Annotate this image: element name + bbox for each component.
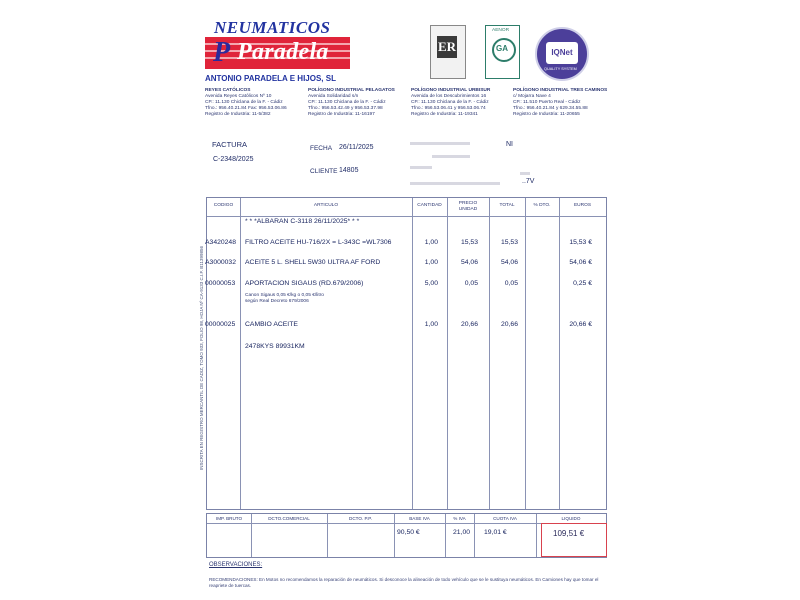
- logo-p-mark: P: [213, 37, 231, 68]
- col-header-code: CODIGO: [213, 203, 234, 208]
- redacted-field: [410, 166, 432, 169]
- branch-line: CP.: 11.130 Chiclana de la F. - Cádiz: [205, 99, 283, 105]
- branch-line: Registro de Industria: 11-16197: [308, 111, 375, 117]
- albaran-line: * * *ALBARAN C-3118 26/11/2025* * *: [245, 218, 360, 225]
- company-name: ANTONIO PARADELA E HIJOS, SL: [205, 74, 336, 83]
- branch-name: POLÍGONO INDUSTRIAL PELAGATOS: [308, 88, 395, 93]
- branch-1: [205, 88, 287, 118]
- nif-fragment: NI: [506, 141, 513, 148]
- row-price: 54,06: [460, 259, 478, 266]
- col-divider: [240, 198, 241, 509]
- doc-type-label: FACTURA: [212, 140, 248, 149]
- branch-line: Tfno.: 956.53.42.49 y 956.53.37.98: [308, 105, 383, 111]
- row-total: 54,06: [500, 259, 518, 266]
- branch-2: [308, 88, 395, 118]
- col-header-qty: CANTIDAD: [417, 203, 442, 208]
- branch-line: CP.: 11.130 Chiclana de la F. - Cádiz: [308, 99, 386, 105]
- totals-header-pp-discount: DCTO. P.P.: [349, 516, 372, 521]
- tax-base-value: 90,50 €: [397, 529, 420, 536]
- branch-line: Avenida Solidaridad s/n: [308, 93, 359, 99]
- branch-line: CP.: 11.130 Chiclana de la F. - Cádiz: [411, 99, 489, 105]
- ga-cert-logo: [485, 25, 520, 79]
- row-desc: CAMBIO ACEITE: [245, 321, 298, 328]
- col-header-total: TOTAL: [499, 203, 515, 208]
- row-qty: 1,00: [424, 239, 438, 246]
- row-price: 0,05: [464, 280, 478, 287]
- row-total: 0,05: [504, 280, 518, 287]
- totals-header-gross: IMP. BRUTO: [215, 516, 243, 521]
- iqnet-label: IQNet: [546, 42, 578, 64]
- col-header-discount: % DTO.: [533, 203, 551, 208]
- recommendations-text: RECOMENDACIONES: En Motos no recomendamos la reparación de neumáticos. Si desconoce la alineación de todo vehículo que se le sustituya neumáticos. En Camiones hay que tomar el reapriete de tuercas.: [209, 577, 599, 588]
- observations-label: OBSERVACIONES:: [209, 562, 263, 568]
- row-price: 20,66: [460, 321, 478, 328]
- branch-name: REYES CATÓLICOS: [205, 88, 251, 93]
- row-code: 00000025: [205, 321, 236, 328]
- address-fragment: ..7V: [522, 178, 535, 185]
- totals-header-net: LIQUIDO: [561, 516, 581, 521]
- totals-header-tax-amount: CUOTA IVA: [493, 516, 517, 521]
- ga-mark: GA: [496, 44, 508, 53]
- items-table: [206, 197, 607, 510]
- row-code: A3000032: [205, 259, 236, 266]
- row-total: 20,66: [500, 321, 518, 328]
- iqnet-cert-logo: [535, 27, 589, 81]
- totals-header-tax-base: BASE IVA: [409, 516, 430, 521]
- row-code: 00000053: [205, 280, 236, 287]
- row-euros: 0,25 €: [573, 280, 592, 287]
- branch-line: c/ Mojarra Nave 4: [513, 93, 551, 99]
- branch-line: Avenida de los Descubrimientos 16: [411, 93, 487, 99]
- row-euros: 15,53 €: [569, 239, 592, 246]
- branch-name: POLÍGONO INDUSTRIAL URBISUR: [411, 88, 491, 93]
- table-header-divider: [207, 216, 606, 217]
- er-mark: ER: [437, 36, 457, 58]
- redacted-field: [520, 172, 530, 175]
- row-qty: 1,00: [424, 259, 438, 266]
- row-code: A3420248: [205, 239, 236, 246]
- branch-line: Tfno.: 956.40.21.84 Fax: 956.53.06.86: [205, 105, 287, 111]
- totals-header-tax-pct: % IVA: [453, 516, 466, 521]
- redacted-field: [410, 142, 470, 145]
- row-total: 15,53: [500, 239, 518, 246]
- brand-top-text: NEUMATICOS: [214, 18, 331, 37]
- col-divider: [525, 198, 526, 509]
- aenor-label: AENOR: [492, 28, 510, 33]
- branch-3: [411, 88, 490, 118]
- row-euros: 20,66 €: [569, 321, 592, 328]
- redacted-field: [432, 155, 470, 158]
- tax-amount-value: 19,01 €: [484, 529, 507, 536]
- row-euros: 54,06 €: [569, 259, 592, 266]
- net-total-value: 109,51 €: [553, 529, 585, 538]
- branch-line: Registro de Industria: 11-5/382: [205, 111, 271, 117]
- col-header-euros: EUROS: [573, 203, 592, 208]
- branch-line: Tfno.: 956.53.06.41 y 956.53.06.74: [411, 105, 486, 111]
- branch-line: Avenida Reyes Católicos Nº 10: [205, 93, 272, 99]
- row-qty: 5,00: [424, 280, 438, 287]
- iqnet-ring-text: QUALITY SYSTEM: [544, 67, 577, 71]
- branch-line: Registro de Industria: 11-19341: [411, 111, 478, 117]
- sigaus-note: Canon Sigaus 0,05 €/kg o 0,05 €/litro: [245, 293, 324, 298]
- col-header-price: PRECIO UNIDAD: [458, 201, 478, 212]
- branch-name: POLÍGONO INDUSTRIAL TRES CAMINOS: [513, 88, 608, 93]
- plate-km: 2478KYS 89931KM: [245, 343, 305, 350]
- invoice-date: 26/11/2025: [339, 144, 374, 151]
- client-label: CLIENTE: [310, 168, 338, 175]
- client-number: 14805: [339, 167, 359, 174]
- invoice-number: C-2348/2025: [213, 156, 254, 163]
- row-desc: FILTRO ACEITE HU-716/2X = L-343C =WL7306: [245, 239, 392, 246]
- branch-line: Registro de Industria: 11-20655: [513, 111, 580, 117]
- branch-line: CP.: 11.510 Puerto Real - Cádiz: [513, 99, 581, 105]
- brand-logo-word: Paradela: [237, 39, 329, 65]
- tax-pct-value: 21,00: [453, 529, 471, 536]
- branch-line: Tfno.: 956.40.21.84 y 629.34.55.88: [513, 105, 588, 111]
- totals-table: [206, 513, 607, 558]
- row-qty: 1,00: [424, 321, 438, 328]
- col-header-article: ARTICULO: [313, 203, 339, 208]
- brand-logo: [205, 37, 350, 69]
- row-desc: ACEITE 5 L. SHELL 5W30 ULTRA AF FORD: [245, 259, 381, 266]
- redacted-field: [410, 182, 500, 185]
- date-label: FECHA: [310, 145, 333, 152]
- er-cert-logo: [430, 25, 466, 79]
- sigaus-note: según Real Decreto 679/2006: [245, 299, 309, 304]
- row-desc: APORTACION SIGAUS (RD.679/2006): [245, 280, 364, 287]
- branch-4: [513, 88, 607, 118]
- legal-side-text: INSCRITA EN REGISTRO MERCANTIL DE CADIZ, TOMO 933, FOLIO 98, HOJA Nº CA-9133 C.I.F. B11399856: [199, 246, 204, 470]
- totals-header-commercial-discount: DCTO.COMERCIAL: [268, 516, 310, 521]
- row-price: 15,53: [460, 239, 478, 246]
